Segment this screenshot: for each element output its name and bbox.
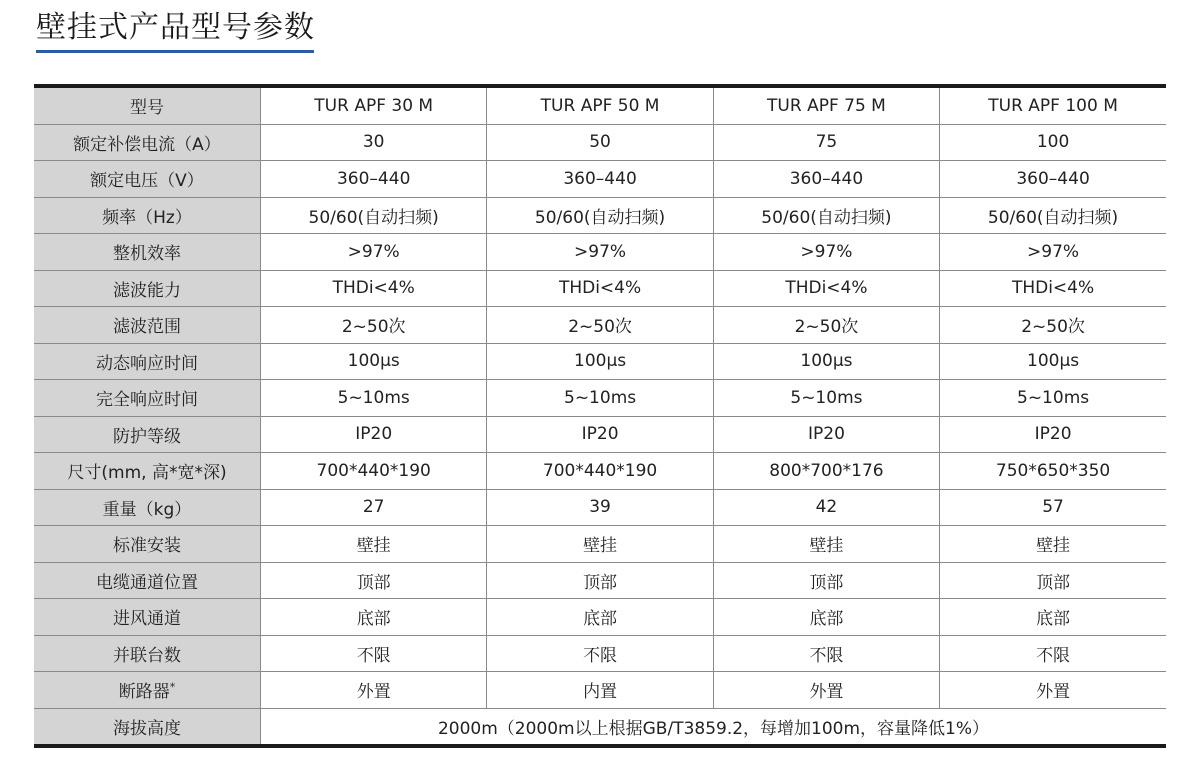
table-cell: 750*650*350 (940, 453, 1166, 490)
row-label (34, 453, 261, 490)
page-title: 壁挂式产品型号参数 (36, 10, 315, 45)
row-label-text: 频率（Hz） (102, 207, 192, 228)
table-cell: 50/60(自动扫频) (487, 197, 713, 234)
table-cell: 100 (940, 124, 1166, 161)
row-label-text: 尺寸(mm, 高*宽*深) (67, 463, 227, 484)
table-row (34, 380, 1166, 417)
table-cell: 不限 (487, 635, 713, 672)
row-label (34, 343, 261, 380)
row-label-text: 额定补偿电流（A） (73, 134, 221, 155)
table-cell: 700*440*190 (261, 453, 487, 490)
altitude-row (34, 708, 1166, 746)
table-cell: 2~50次 (940, 307, 1166, 344)
table-cell: 39 (487, 489, 713, 526)
table-row (34, 270, 1166, 307)
table-cell: >97% (713, 234, 939, 271)
row-label (34, 124, 261, 161)
altitude-value: 2000m（2000m以上根据GB/T3859.2，每增加100m，容量降低1%） (261, 708, 1167, 746)
model-name: TUR APF 100 M (940, 86, 1166, 124)
row-label-text: 滤波范围 (113, 317, 181, 338)
table-row (34, 307, 1166, 344)
table-cell: 壁挂 (487, 526, 713, 563)
row-label (34, 672, 261, 709)
table-cell: 不限 (940, 635, 1166, 672)
table-cell: 50/60(自动扫频) (261, 197, 487, 234)
table-cell: 内置 (487, 672, 713, 709)
table-cell: 50/60(自动扫频) (940, 197, 1166, 234)
row-label-text: 完全响应时间 (96, 390, 198, 411)
table-cell: 底部 (713, 599, 939, 636)
table-cell: 360–440 (487, 161, 713, 198)
title-underline (36, 50, 314, 53)
altitude-label: 海拔高度 (34, 708, 261, 746)
table-cell: 顶部 (487, 562, 713, 599)
table-cell: THDi<4% (487, 270, 713, 307)
table-cell: 壁挂 (940, 526, 1166, 563)
table-cell: 27 (261, 489, 487, 526)
table-cell: 100μs (713, 343, 939, 380)
table-cell: 100μs (261, 343, 487, 380)
table-cell: 壁挂 (261, 526, 487, 563)
row-label (34, 234, 261, 271)
row-label-text: 额定电压（V） (90, 171, 204, 192)
row-label-text: 电缆通道位置 (96, 572, 198, 593)
header-label: 型号 (34, 86, 261, 124)
row-label (34, 307, 261, 344)
table-cell: 360–440 (261, 161, 487, 198)
model-name: TUR APF 30 M (261, 86, 487, 124)
table-row (34, 453, 1166, 490)
table-cell: 不限 (261, 635, 487, 672)
row-label (34, 562, 261, 599)
table-row (34, 161, 1166, 198)
table-cell: 800*700*176 (713, 453, 939, 490)
table-cell: 底部 (940, 599, 1166, 636)
table-cell: 2~50次 (487, 307, 713, 344)
row-label-text: 并联台数 (113, 645, 181, 666)
table-cell: 30 (261, 124, 487, 161)
row-label-text: 标准安装 (113, 536, 181, 557)
table-cell: 外置 (713, 672, 939, 709)
table-cell: >97% (940, 234, 1166, 271)
table-cell: 42 (713, 489, 939, 526)
row-label-text: 进风通道 (113, 609, 181, 630)
model-name: TUR APF 75 M (713, 86, 939, 124)
table-cell: 100μs (940, 343, 1166, 380)
table-cell: 底部 (487, 599, 713, 636)
row-label (34, 526, 261, 563)
table-cell: >97% (487, 234, 713, 271)
table-cell: IP20 (261, 416, 487, 453)
row-label (34, 380, 261, 417)
row-label (34, 416, 261, 453)
table-cell: 底部 (261, 599, 487, 636)
row-label-text: 动态响应时间 (96, 353, 198, 374)
table-cell: 5~10ms (713, 380, 939, 417)
table-cell: 外置 (261, 672, 487, 709)
table-cell: 57 (940, 489, 1166, 526)
table-row (34, 489, 1166, 526)
table-cell: 50/60(自动扫频) (713, 197, 939, 234)
table-cell: 外置 (940, 672, 1166, 709)
model-name: TUR APF 50 M (487, 86, 713, 124)
row-label-text: 整机效率 (113, 244, 181, 265)
table-cell: 2~50次 (261, 307, 487, 344)
row-label-text: 防护等级 (113, 426, 181, 447)
row-label (34, 270, 261, 307)
table-cell: 700*440*190 (487, 453, 713, 490)
table-cell: 5~10ms (940, 380, 1166, 417)
table-row (34, 234, 1166, 271)
row-label-text: 断路器 (118, 682, 170, 703)
table-cell: 100μs (487, 343, 713, 380)
table-cell: 5~10ms (487, 380, 713, 417)
table-cell: 顶部 (713, 562, 939, 599)
table-row (34, 672, 1166, 709)
header-row (34, 86, 1166, 124)
table-cell: >97% (261, 234, 487, 271)
table-cell: 75 (713, 124, 939, 161)
table-cell: IP20 (713, 416, 939, 453)
row-label (34, 197, 261, 234)
row-label-text: 滤波能力 (113, 280, 181, 301)
spec-table (34, 84, 1166, 748)
table-cell: 壁挂 (713, 526, 939, 563)
table-cell: THDi<4% (261, 270, 487, 307)
table-row (34, 197, 1166, 234)
row-label (34, 489, 261, 526)
table-cell: THDi<4% (940, 270, 1166, 307)
table-cell: 360–440 (713, 161, 939, 198)
table-cell: 360–440 (940, 161, 1166, 198)
table-cell: IP20 (487, 416, 713, 453)
footnote-mark: * (169, 680, 176, 694)
table-row (34, 562, 1166, 599)
table-cell: THDi<4% (713, 270, 939, 307)
table-cell: 不限 (713, 635, 939, 672)
row-label (34, 599, 261, 636)
table-row (34, 416, 1166, 453)
table-cell: 50 (487, 124, 713, 161)
table-row (34, 599, 1166, 636)
row-label (34, 161, 261, 198)
table-cell: 2~50次 (713, 307, 939, 344)
table-row (34, 124, 1166, 161)
table-row (34, 635, 1166, 672)
table-cell: 顶部 (261, 562, 487, 599)
table-row (34, 343, 1166, 380)
table-cell: IP20 (940, 416, 1166, 453)
row-label (34, 635, 261, 672)
table-row (34, 526, 1166, 563)
row-label-text: 重量（kg） (102, 499, 192, 520)
table-cell: 顶部 (940, 562, 1166, 599)
table-cell: 5~10ms (261, 380, 487, 417)
